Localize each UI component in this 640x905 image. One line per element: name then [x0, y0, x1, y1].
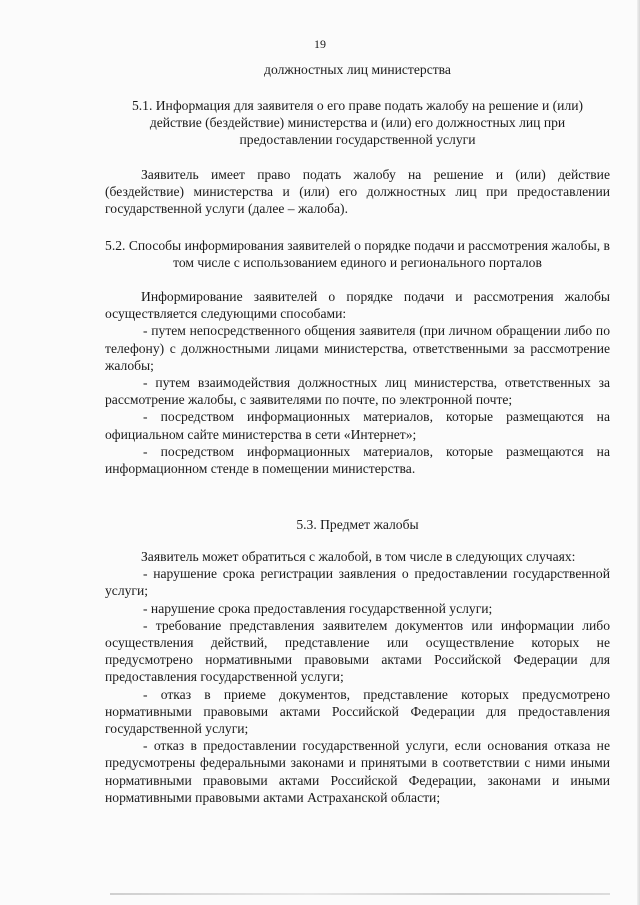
- scan-artifact-line: [110, 893, 610, 895]
- section-5-3-body: [105, 548, 610, 806]
- list-item: - посредством информационных материалов, которые размещаются на официальном сайте министерства в сети «Интернет»;: [105, 409, 610, 442]
- section-5-1-paragraph: Заявитель имеет право подать жалобу на решение и (или) действие (бездействие) министерства и (или) его должностных лиц при предоставлении государственной услуги (далее – жалоба).: [105, 167, 610, 217]
- list-item: - нарушение срока регистрации заявления о предоставлении государственной услуги;: [105, 566, 610, 599]
- list-item: - требование представления заявителем документов или информации либо осуществления действий, представление или осуществление которых не предусмотрено нормативными правовыми актами Российской Федерации для предоставления государственной услуги;: [105, 617, 610, 685]
- section-5-3-intro: Заявитель может обратиться с жалобой, в том числе в следующих случаях:: [141, 549, 576, 564]
- section-5-2-body: [105, 288, 610, 477]
- intro-line: должностных лиц министерства: [264, 62, 451, 77]
- page-number: 19: [314, 37, 326, 51]
- list-item: - отказ в предоставлении государственной услуги, если основания отказа не предусмотрены федеральными законами и принятыми в соответствии с ними иными нормативными правовыми актами Российской Федерации, законами и иными нормативными правовыми актами Астраханской области;: [105, 738, 610, 805]
- list-item: - отказ в приеме документов, представление которых предусмотрено нормативными правовыми актами Российской Федерации для предоставления государственной услуги;: [105, 686, 610, 737]
- list-item: - посредством информационных материалов, которые размещаются на информационном стенде в помещении министерства.: [105, 443, 610, 477]
- section-5-2-heading: 5.2. Способы информирования заявителей о порядке подачи и рассмотрения жалобы, в том числе с использованием единого и регионального порталов: [105, 238, 610, 271]
- section-5-2-intro: Информирование заявителей о порядке подачи и рассмотрения жалобы осуществляется следующими способами:: [105, 289, 610, 322]
- list-item: - путем взаимодействия должностных лиц министерства, ответственных за рассмотрение жалобы, с заявителями по почте, по электронной почте;: [105, 375, 610, 408]
- section-5-1-heading: 5.1. Информация для заявителя о его праве подать жалобу на решение и (или) действие (бездействие) министерства и (или) его должностных лиц при предоставлении государственной услуги: [131, 98, 584, 148]
- section-5-1-body: [105, 166, 610, 218]
- section-5-3-heading: 5.3. Предмет жалобы: [296, 517, 419, 532]
- list-item: - нарушение срока предоставления государственной услуги;: [143, 600, 493, 616]
- list-item: - путем непосредственного общения заявителя (при личном обращении либо по телефону) с должностными лицами министерства, ответственными за рассмотрение жалобы;: [105, 323, 610, 373]
